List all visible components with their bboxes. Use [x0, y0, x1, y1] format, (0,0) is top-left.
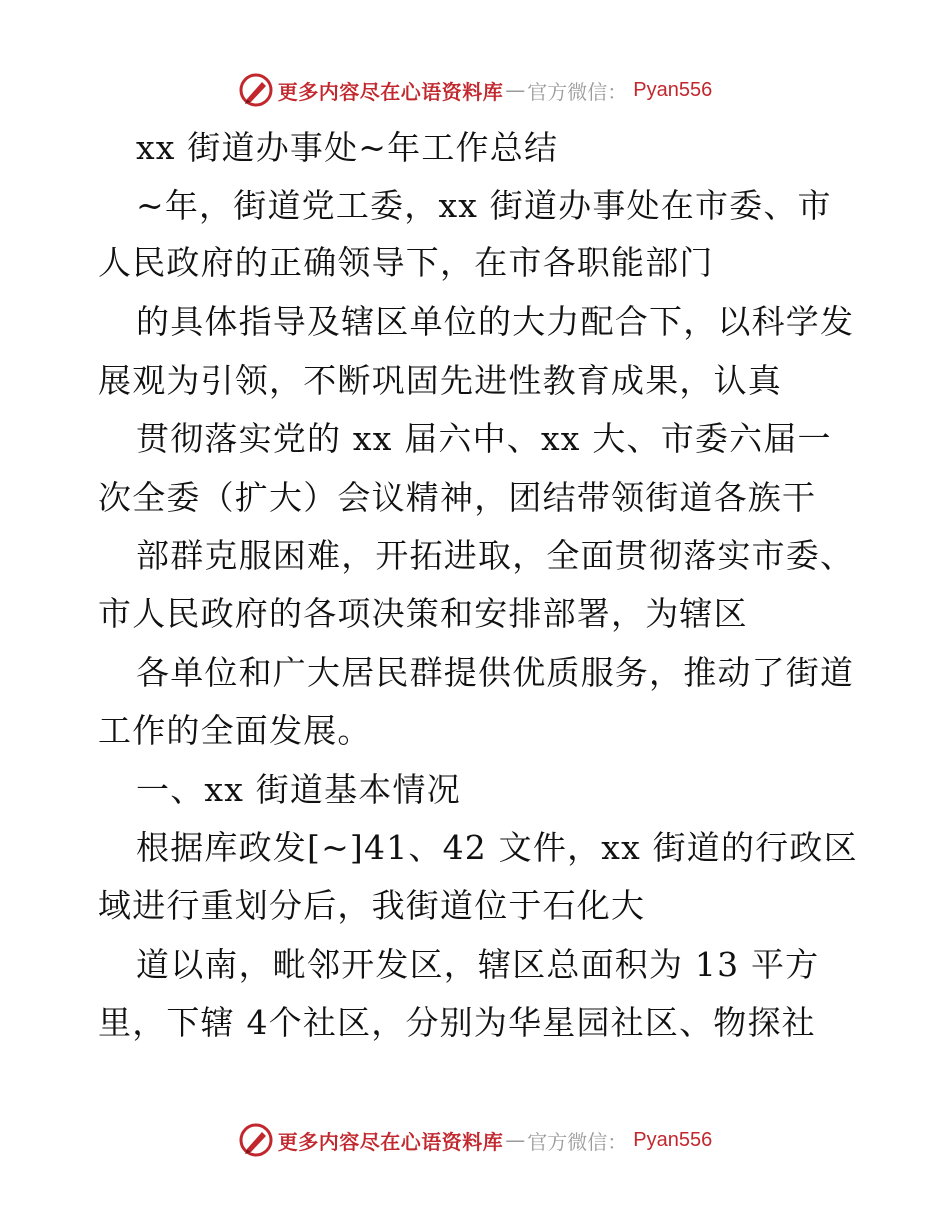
- header-dash: —: [505, 78, 526, 102]
- footer-separator: ：: [607, 1129, 628, 1154]
- header-wechat-id: Pyan556: [633, 78, 713, 101]
- paragraph-line: 展观为引领，不断巩固先进性教育成果，认真: [98, 361, 782, 400]
- footer-wechat-id: Pyan556: [633, 1128, 713, 1151]
- pen-logo-icon: [238, 72, 274, 108]
- pen-logo-icon: [238, 1122, 274, 1158]
- paragraph-line: 根据库政发[~]41、42 文件，xx 街道的行政区: [136, 828, 858, 867]
- paragraph-line: 域进行重划分后，我街道位于石化大: [98, 886, 646, 925]
- paragraph-line: 人民政府的正确领导下，在市各职能部门: [98, 243, 714, 282]
- document-title: xx 街道办事处~年工作总结: [136, 128, 559, 167]
- footer-watermark-banner: [0, 1118, 950, 1162]
- paragraph-line: ~年，街道党工委，xx 街道办事处在市委、市: [136, 186, 832, 225]
- header-watermark-banner: [0, 68, 950, 112]
- header-separator: ：: [607, 79, 628, 104]
- paragraph-line: 贯彻落实党的 xx 届六中、xx 大、市委六届一: [136, 419, 832, 458]
- paragraph-line: 里，下辖 4个社区，分别为华星园社区、物探社: [98, 1003, 816, 1042]
- paragraph-line: 部群克服困难，开拓进取，全面贯彻落实市委、: [136, 536, 855, 575]
- paragraph-line: 各单位和广大居民群提供优质服务，推动了街道: [136, 653, 855, 692]
- section-heading: 一、xx 街道基本情况: [136, 770, 461, 809]
- paragraph-line: 工作的全面发展。: [98, 711, 372, 750]
- footer-site-text: 更多内容尽在心语资料库: [277, 1129, 504, 1154]
- paragraph-line: 次全委（扩大）会议精神，团结带领街道各族干: [98, 478, 817, 517]
- paragraph-line: 市人民政府的各项决策和安排部署，为辖区: [98, 594, 748, 633]
- header-wechat-label: 官方微信: [527, 79, 608, 104]
- footer-dash: —: [505, 1128, 526, 1152]
- footer-wechat-label: 官方微信: [527, 1129, 608, 1154]
- header-site-text: 更多内容尽在心语资料库: [277, 79, 504, 104]
- paragraph-line: 的具体指导及辖区单位的大力配合下，以科学发: [136, 302, 855, 341]
- paragraph-line: 道以南，毗邻开发区，辖区总面积为 13 平方: [136, 945, 820, 984]
